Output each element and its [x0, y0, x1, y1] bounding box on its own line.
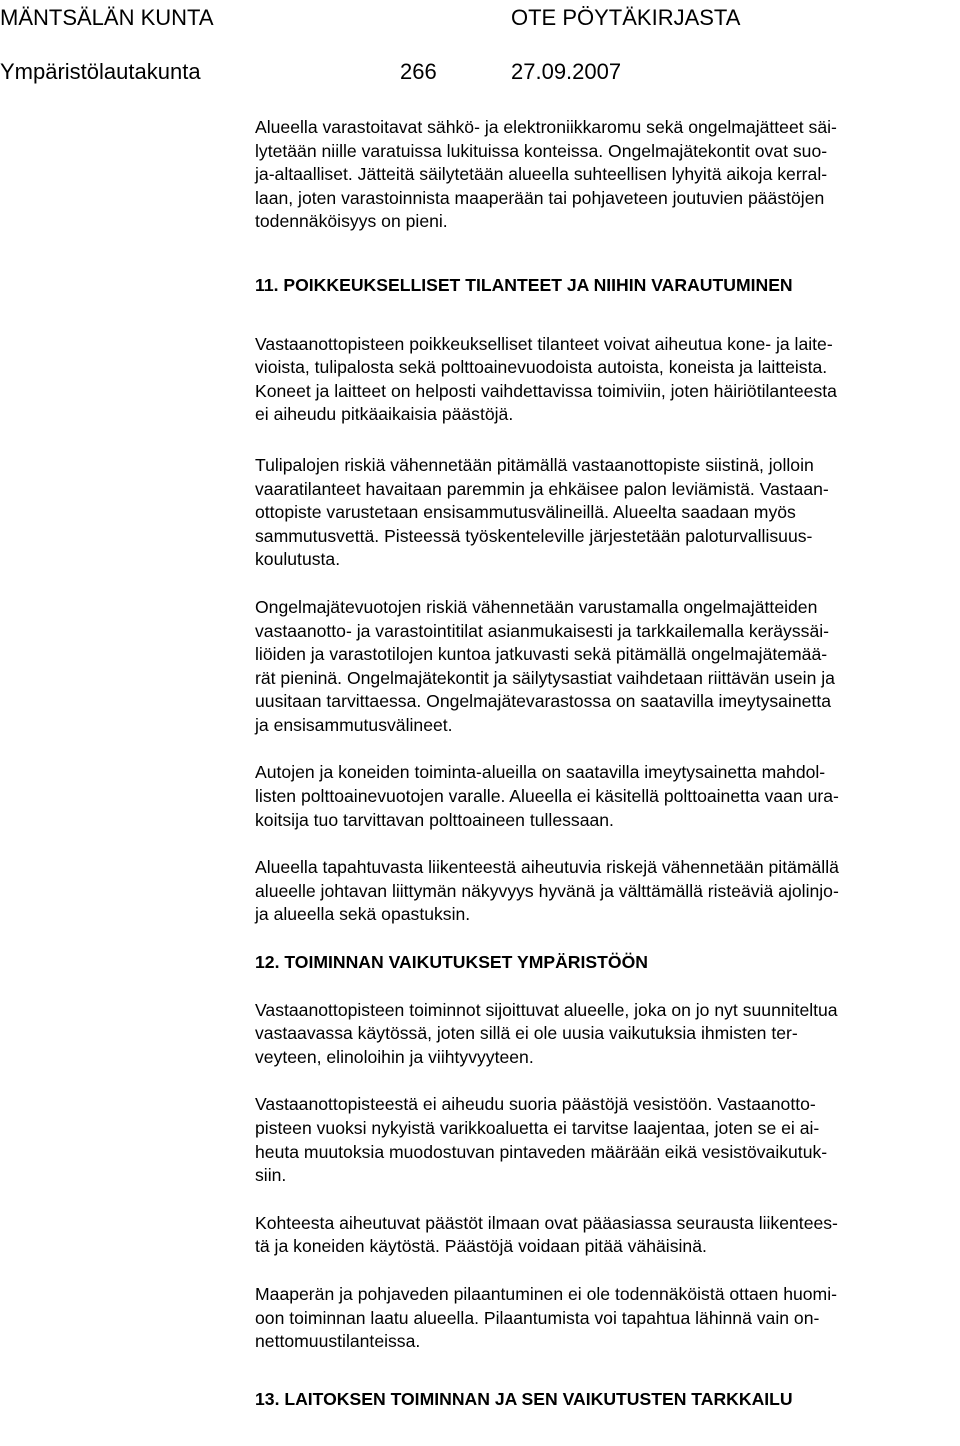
- document-body: [255, 116, 960, 1435]
- page-number: 266: [400, 59, 437, 84]
- paragraph-11-4: Ongelmajätevuotojen riskiä vähennetään varustamalla ongelmajätteiden vastaanotto- ja varastointitilat asianmukaisesti ja tarkkailemalla keräyssäi- liöiden ja varastotilojen kuntoa jatkuvasti sekä pitämällä ongelmajätemää- rät pieninä. Ongelmajätekontit ja säilytysastiat vaihdetaan riittävän usein ja uusitaan tarvittaessa. Ongelmajätevarastossa on saatavilla imeytysainetta ja ensisammutusvälineet.: [255, 596, 835, 735]
- paragraph-11-2: Koneet ja laitteet on helposti vaihdettavissa toimiviin, joten häiriötilanteesta ei aiheudu pitkäaikaisia päästöjä.: [255, 380, 837, 425]
- paragraph-12-1: Vastaanottopisteen toiminnot sijoittuvat alueelle, joka on jo nyt suunniteltua vastaavassa käytössä, joten sillä ei ole uusia vaikutuksia ihmisten ter- veyteen, elinoloihin ja viihtyvyyteen.: [255, 999, 838, 1067]
- paragraph-intro: Alueella varastoitavat sähkö- ja elektroniikkaromu sekä ongelmajätteet säi- lytetään niille varatuissa lukituissa konteissa. Ongelmajätekontit ovat suo- ja-altaalliset. Jätteitä säilytetään alueella suhteellisen lyhyitä aikoja kerral- laan, joten varastoinnista maaperään tai pohjaveteen joutuvien päästöjen todennäköisyys on pieni.: [255, 117, 837, 232]
- paragraph-11-3: Tulipalojen riskiä vähennetään pitämällä vastaanottopiste siistinä, jolloin vaaratilanteet havaitaan paremmin ja ehkäisee palon leviämistä. Vastaan- ottopiste varustetaan ensisammutusvälineillä. Alueelta saadaan myös sammutusvettä. Pisteessä työskenteleville järjestetään paloturvallisuus- koulutusta.: [255, 454, 829, 570]
- paragraph-12-3: Kohteesta aiheutuvat päästöt ilmaan ovat pääasiassa seurausta liikentees- tä ja koneiden käytöstä. Päästöjä voidaan pitää vähäisinä.: [255, 1212, 838, 1257]
- board-name: Ympäristölautakunta: [0, 59, 201, 84]
- section-heading-13: 13. LAITOKSEN TOIMINNAN JA SEN VAIKUTUSTEN TARKKAILU: [255, 1388, 793, 1409]
- organization-name: MÄNTSÄLÄN KUNTA: [0, 5, 214, 30]
- paragraph-12-2: Vastaanottopisteestä ei aiheudu suoria päästöjä vesistöön. Vastaanotto- pisteen vuoksi nykyistä varikkoaluetta ei tarvitse laajentaa, joten se ei ai- heuta muutoksia muodostuvan pintaveden määrään eikä vesistövaikutuk- siin.: [255, 1094, 828, 1186]
- paragraph-11-6: Alueella tapahtuvasta liikenteestä aiheutuvia riskejä vähennetään pitämällä alueelle johtavan liittymän näkyvyys hyvänä ja välttämällä risteäviä ajolinjo- ja alueella sekä opastuksin.: [255, 857, 839, 925]
- document-header: [0, 0, 960, 92]
- section-heading-12: 12. TOIMINNAN VAIKUTUKSET YMPÄRISTÖÖN: [255, 952, 648, 973]
- section-heading-11: 11. POIKKEUKSELLISET TILANTEET JA NIIHIN VARAUTUMINEN: [255, 274, 793, 295]
- document-type: OTE PÖYTÄKIRJASTA: [511, 5, 741, 30]
- paragraph-11-1: Vastaanottopisteen poikkeukselliset tilanteet voivat aiheutua kone- ja laite- vioista, tulipalosta sekä polttoainevuodoista autoista, koneista ja laitteista.: [255, 333, 833, 378]
- paragraph-11-5: Autojen ja koneiden toiminta-alueilla on saatavilla imeytysainetta mahdol- listen polttoainevuotojen varalle. Alueella ei käsitellä polttoainetta vaan ura- koitsija tuo tarvittavan polttoaineen tullessaan.: [255, 762, 839, 830]
- paragraph-12-4: Maaperän ja pohjaveden pilaantuminen ei ole todennäköistä ottaen huomi- oon toiminnan laatu alueella. Pilaantumista voi tapahtua lähinnä vain on- nettomuustilanteissa.: [255, 1283, 837, 1352]
- meeting-date: 27.09.2007: [511, 59, 622, 84]
